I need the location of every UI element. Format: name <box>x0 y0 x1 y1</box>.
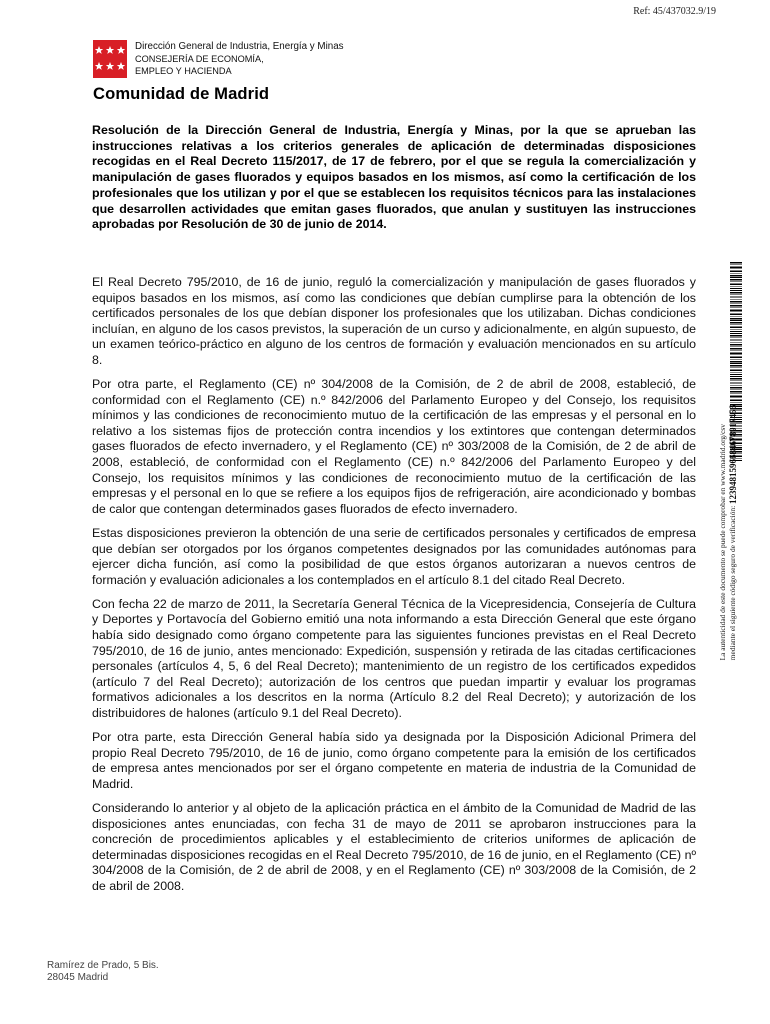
dept-line-3: EMPLEO Y HACIENDA <box>135 66 232 76</box>
stars-icon <box>93 40 127 78</box>
verification-sidebar <box>718 180 742 660</box>
csv-code: 1239481596684678917456 <box>728 404 738 504</box>
verification-prefix: mediante el siguiente código seguro de verificación: <box>728 505 737 660</box>
paragraph: El Real Decreto 795/2010, de 16 de junio, reguló la comercialización y manipulación de gases fluorados y equipos basados en los mismos, así como las condiciones que debían cumplirse para la obtención de los certificados personales de los que debían disponer los profesionales que los utilizaban. Dichas condiciones incluían, en alguno de los casos previstos, la superación de un curso y adicionalmente, en algún supuesto, de un examen teórico-práctico en alguno de los centros de formación y evaluación mencionados en su artículo 8. <box>92 275 696 367</box>
dept-line-1: Dirección General de Industria, Energía y Minas <box>135 41 344 52</box>
paragraph: Por otra parte, el Reglamento (CE) nº 304/2008 de la Comisión, de 2 de abril de 2008, estableció, de conformidad con el Reglamento (CE) n.º 842/2006 del Parlamento Europeo y del Consejo, los requisitos mínimos y las condiciones de reconocimiento mutuo de la certificación de las empresas y el personal en lo relativo a los sistemas fijos de protección contra incendios y los extintores que contengan determinados gases fluorados de efecto invernadero, y el Reglamento (CE) nº 303/2008 de la Comisión, de 2 de abril de 2008, estableció, de conformidad con el Reglamento (CE) n.º 842/2006 del Parlamento Europeo y del Consejo, los requisitos mínimos y las condiciones de reconocimiento mutuo de la certificación de las empresas y el personal en lo que se refiere a los equipos fijos de refrigeración, aire acondicionado y bombas de calor que contengan determinados gases fluorados de efecto invernadero. <box>92 377 696 516</box>
verification-line-1: La autenticidad de este documento se puede comprobar en www.madrid.org/csv <box>718 423 727 660</box>
brand-name: Comunidad de Madrid <box>93 84 270 103</box>
verification-line-2 <box>728 405 738 660</box>
paragraph: Por otra parte, esta Dirección General había sido ya designada por la Disposición Adicional Primera del propio Real Decreto 795/2010, de 16 de junio, como órgano competente para la emisión de los certificados de empresa antes mencionados por ser el órgano competente en materia de industria de la Comunidad de Madrid. <box>92 730 696 791</box>
department-name <box>135 41 465 77</box>
paragraph: Estas disposiciones previeron la obtención de una serie de certificados personales y certificados de empresa que debían ser otorgados por los órganos competentes designados por las comunidades autónomas para ejercer dicha función, así como la posibilidad de que estos órganos autorizaran a nuevos centros de formación y evaluación adicionales a los contemplados en el artículo 8.1 del citado Real Decreto. <box>92 525 696 587</box>
document-reference: Ref: 45/437032.9/19 <box>633 6 716 17</box>
address-line-1: Ramírez de Prado, 5 Bis. <box>47 960 159 971</box>
comunidad-madrid-logo <box>93 40 127 78</box>
footer-address <box>47 960 159 983</box>
paragraph: Con fecha 22 de marzo de 2011, la Secretaría General Técnica de la Vicepresidencia, Consejería de Cultura y Deportes y Portavocía del Gobierno emitió una nota informando a esta Dirección General que este órgano había sido designado como órgano competente para las siguientes funciones previstas en el Real Decreto 795/2010, de 16 de junio, antes mencionado: Expedición, suspensión y retirada de las citadas certificaciones personales (artículos 4, 5, 6 del Real Decreto); mantenimiento de un registro de los certificados expedidos (artículo 7 del Real Decreto); autorización de los centros que puedan impartir y evaluar los programas formativos adicionales a los descritos en la norma (Artículo 8.2 del Real Decreto); y autorización de los distribuidores de halones (artículo 9.1 del Real Decreto). <box>92 596 696 720</box>
document-body <box>92 275 696 903</box>
dept-line-2: CONSEJERÍA DE ECONOMÍA, <box>135 54 264 64</box>
document-title: Resolución de la Dirección General de Industria, Energía y Minas, por la que se aprueban las instrucciones relativas a los criterios generales de aplicación de determinadas disposiciones recogidas en el Real Decreto 115/2017, de 17 de febrero, por el que se regula la comercialización y manipulación de gases fluorados y equipos basados en los mismos, así como la certificación de los profesionales que los utilizan y por el que se establecen los requisitos técnicos para las instalaciones que desarrollen actividades que emitan gases fluorados, que anulan y sustituyen las instrucciones aprobadas por Resolución de 30 de junio de 2014. <box>92 123 696 232</box>
paragraph: Considerando lo anterior y al objeto de la aplicación práctica en el ámbito de la Comunidad de Madrid de las disposiciones antes enunciadas, con fecha 31 de mayo de 2011 se aprobaron instrucciones para la concreción de procedimientos aplicables y el establecimiento de criterios uniformes de aplicación de determinadas disposiciones recogidas en el Real Decreto 795/2010, de 16 de junio, en el Reglamento (CE) nº 304/2008 de la Comisión, de 2 de abril de 2008, y en el Reglamento (CE) nº 303/2008 de la Comisión, de 2 de abril de 2008. <box>92 800 696 893</box>
address-line-2: 28045 Madrid <box>47 971 109 983</box>
